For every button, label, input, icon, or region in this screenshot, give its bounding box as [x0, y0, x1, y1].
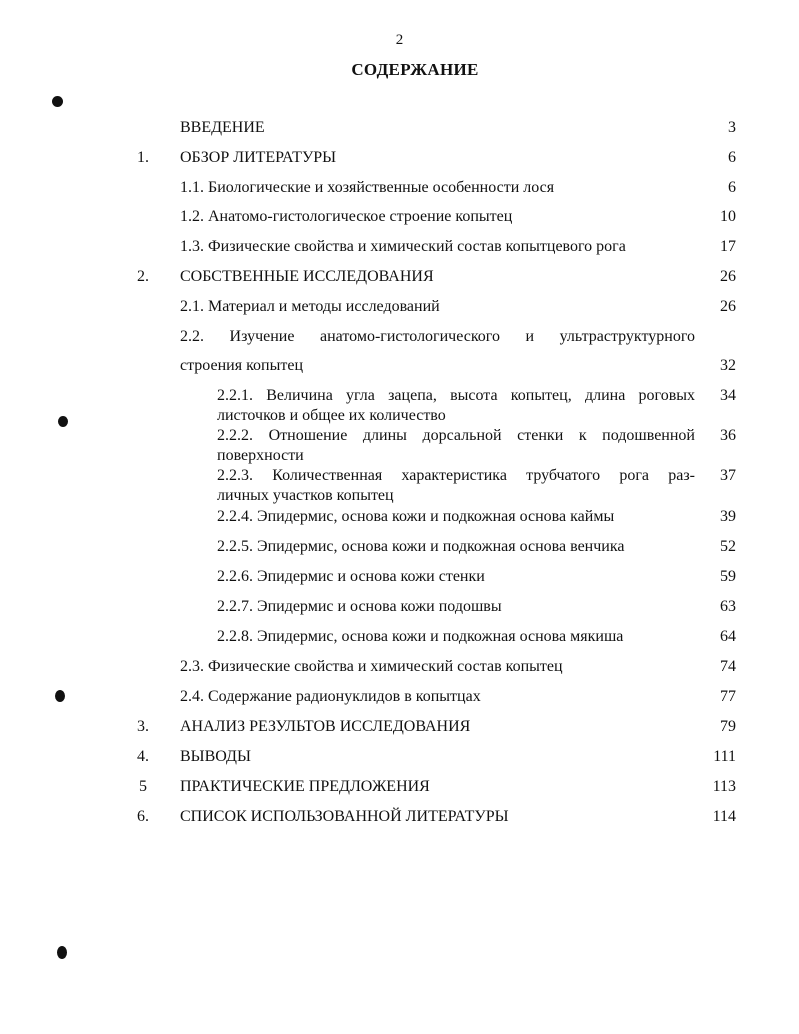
- page-title: СОДЕРЖАНИЕ: [351, 60, 479, 79]
- toc-entry-title: ПРАКТИЧЕСКИЕ ПРЕДЛОЖЕНИЯ: [180, 778, 430, 795]
- scan-blot: [57, 946, 67, 959]
- toc-entry-page: 77: [720, 688, 736, 705]
- toc-entry-title: ВВЕДЕНИЕ: [180, 119, 265, 136]
- toc-entry-title: 2.2.7. Эпидермис и основа кожи подошвы: [217, 598, 502, 615]
- toc-entry-number: 6.: [137, 808, 149, 825]
- page-number: 2: [395, 32, 404, 48]
- toc-entry-title: АНАЛИЗ РЕЗУЛЬТОВ ИССЛЕДОВАНИЯ: [180, 718, 471, 735]
- toc-entry-title: СПИСОК ИСПОЛЬЗОВАННОЙ ЛИТЕРАТУРЫ: [180, 808, 509, 825]
- toc-entry-page: 52: [720, 538, 736, 555]
- toc-entry: [0, 178, 799, 198]
- toc-entry: [0, 507, 799, 527]
- toc-entry-number: 5: [139, 778, 147, 795]
- toc-entry-page: 114: [712, 808, 736, 825]
- toc-entry-title: 2.2.5. Эпидермис, основа кожи и подкожная основа венчика: [217, 538, 625, 555]
- toc-entry-title: 2.2.8. Эпидермис, основа кожи и подкожная основа мякиша: [217, 628, 624, 645]
- toc-entry: [0, 687, 799, 707]
- toc-entry: [0, 717, 799, 737]
- toc-entry-page: 64: [720, 628, 736, 645]
- toc-entry-number: 4.: [137, 748, 149, 765]
- toc-entry: [0, 657, 799, 677]
- toc-entry-page: 36: [720, 427, 736, 444]
- toc-entry-title-line2: личных участков копытец: [217, 487, 394, 504]
- toc-entry-title: ОБЗОР ЛИТЕРАТУРЫ: [180, 149, 337, 166]
- toc-entry: [0, 627, 799, 647]
- toc-entry-number: 2.: [137, 268, 149, 285]
- toc-entry-title: 2.4. Содержание радионуклидов в копытцах: [180, 688, 481, 705]
- toc-entry-page: 63: [720, 598, 736, 615]
- toc-entry-title-line1: 2.2.2. Отношение длины дорсальной стенки к подошвенной: [217, 427, 695, 444]
- toc-entry-title-line1: 2.2. Изучение анатомо-гистологического и ультраструктурного: [180, 328, 695, 345]
- toc-entry-page: 17: [720, 238, 736, 255]
- toc-entry-page: 113: [712, 778, 736, 795]
- toc-entry-page: 59: [720, 568, 736, 585]
- toc-entry-title-line1: 2.2.1. Величина угла зацепа, высота копытец, длина роговых: [217, 387, 695, 404]
- toc-entry-page: 37: [720, 467, 736, 484]
- toc-entry: [0, 567, 799, 587]
- toc-entry: [0, 267, 799, 287]
- toc-entry-title: 2.3. Физические свойства и химический состав копытец: [180, 658, 563, 675]
- toc-entry: [0, 118, 799, 138]
- toc-entry: [0, 148, 799, 168]
- toc-entry-title: 1.3. Физические свойства и химический состав копытцевого рога: [180, 238, 626, 255]
- toc-entry: [0, 297, 799, 317]
- toc-entry-number: 1.: [137, 149, 149, 166]
- toc-entry-title: СОБСТВЕННЫЕ ИССЛЕДОВАНИЯ: [180, 268, 434, 285]
- toc-entry-title-line2: строения копытец: [180, 357, 303, 374]
- toc-entry-page: 6: [728, 179, 736, 196]
- toc-entry-page: 79: [720, 718, 736, 735]
- scan-blot: [52, 96, 63, 107]
- toc-entry-title-line2: поверхности: [217, 447, 304, 464]
- toc-entry-page: 34: [720, 387, 736, 404]
- toc-entry-page: 6: [728, 149, 736, 166]
- toc-entry-title: 1.2. Анатомо-гистологическое строение копытец: [180, 208, 513, 225]
- toc-entry-page: 39: [720, 508, 736, 525]
- toc-entry-title: 2.1. Материал и методы исследований: [180, 298, 440, 315]
- toc-entry-page: 3: [728, 119, 736, 136]
- toc-entry-page: 26: [720, 268, 736, 285]
- toc-entry-title: 2.2.6. Эпидермис и основа кожи стенки: [217, 568, 485, 585]
- toc-entry: [0, 207, 799, 227]
- toc-entry-title: 2.2.4. Эпидермис, основа кожи и подкожная основа каймы: [217, 508, 615, 525]
- toc-entry-page: 32: [720, 357, 736, 374]
- toc-entry-title: 1.1. Биологические и хозяйственные особенности лося: [180, 179, 555, 196]
- toc-entry: [0, 777, 799, 797]
- toc-entry-title-line2: листочков и общее их количество: [217, 407, 446, 424]
- toc-entry-page: 74: [720, 658, 736, 675]
- toc-entry: [0, 237, 799, 257]
- toc-entry: [0, 807, 799, 827]
- toc-entry-title-line1: 2.2.3. Количественная характеристика трубчатого рога раз-: [217, 467, 695, 484]
- toc-entry-title: ВЫВОДЫ: [180, 748, 251, 765]
- toc-entry: [0, 597, 799, 617]
- toc-entry-page: 26: [720, 298, 736, 315]
- toc-entry-page: 111: [713, 748, 736, 765]
- toc-entry-number: 3.: [137, 718, 149, 735]
- toc-entry-page: 10: [720, 208, 736, 225]
- toc-entry: [0, 537, 799, 557]
- toc-entry: [0, 747, 799, 767]
